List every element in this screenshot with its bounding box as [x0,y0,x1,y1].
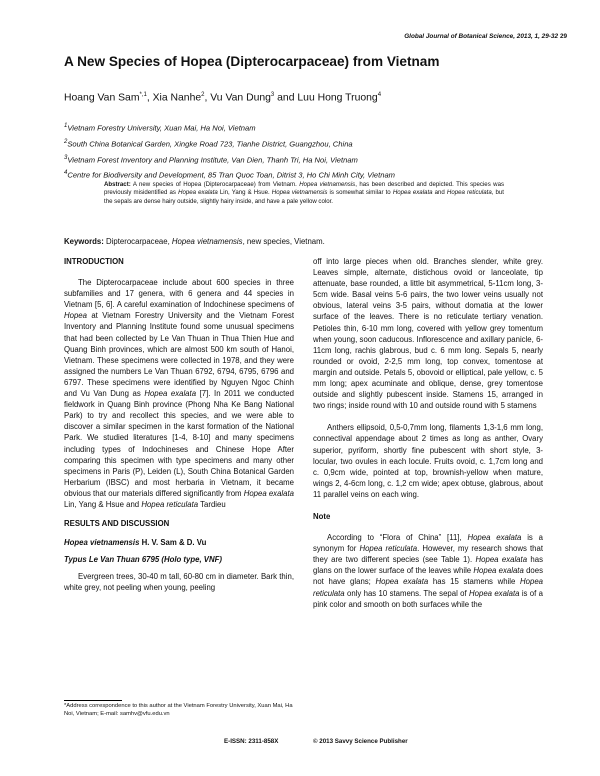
journal-header: Global Journal of Botanical Science, 2013, 1, 29-32 [404,33,558,40]
left-column [64,256,294,594]
description-paragraph: off into large pieces when old. Branches slender, white grey. Leaves simple, alternate, distichous ovoid or lanceolate, tip attenuate, base rounded, a little bit asymmetrical, 5-11cm long, 3-5cm wide. Basal veins 5-6 pairs, the two lower veins usually not obvious, lateral veins 3-5 pairs, without domatia at the lower surface of the leaves. There is no reticulate tertiary venation. Petioles thin, 6-10 mm long, covered with yellow grey tomentum when young, soon caducous. Inflorescence and axillary panicle, 6-11cm long, rachis glabrous, bud c. 6 mm long. Sepals 5, nearly rounded or ovoid, 2-2,5 mm long, top convex, tomentose at margin and outside. Petals 5, obovoid or elliptical, pale yellow, c. 5 mm long; apex acuminate and oblique, dense, grey tomentose outside and slightly pubescent inside. Stamens 15, arranged in two rings; inside round with 10 and outside round with 5 stamens [313,257,543,411]
affiliation-sup: 2 [64,139,68,145]
section-heading-results: RESULTS AND DISCUSSION [64,519,170,529]
footnote: *Address correspondence to this author at the Vietnam Forestry University, Xuan Mai, Ha Noi, Vietnam; E-mail: samhv@vfu.edu.vn [64,703,293,717]
right-column [313,256,543,610]
species-name: Hopea vietnamensis [299,181,356,188]
section-heading-note: Note [313,511,331,521]
author-name: Hoang Van Sam [64,92,140,104]
body-text: According to “Flora of China” [11], [327,533,468,543]
body-text: . However, my research shows that they are two different species (see Table 1). [313,544,543,565]
intro-paragraph [64,277,294,510]
body-text: [7]. In 2011 we conducted fieldwork in Quang Binh province (Phong Nha Ke Bang National Park) to try and recollect this species, and we were able to discover a similar specimen in the karst formation of the National Park. We studied literatures [1-4, 8-10] and many specimens including types of Indochineses and Chinese Hope After comparing this specimen with type specimens and many other specimens in Paris (P), Leiden (L), South China Botanical Garden Herbarium (IBSC) and most herbaria in Vietnam, it became obvious that our materials differed significantly from [64,389,294,498]
author-sup: 3 [270,92,275,98]
species-name: Hopea reticulata [359,544,418,554]
affiliation-text: Vietnam Forestry University, Xuan Mai, Ha Noi, Vietnam [67,123,256,133]
keywords-text: Dipterocarpaceae, [103,237,172,246]
affiliation-text: Centre for Biodiversity and Development, 85 Tran Quoc Toan, Ditrist 3, Ho Chi Minh City, Vietnam [67,170,396,180]
body-text: Tardieu [198,499,226,509]
species-name: Hopea reticulata [446,189,492,197]
species-heading [64,537,294,548]
species-name: Hopea reticulata [141,499,199,509]
abstract-text: is somewhat similar to [327,189,393,197]
species-name: Hopea exalata [473,566,524,576]
affiliation-text: South China Botanical Garden, Xingke Road 723, Tianhe District, Guangzhou, China [67,139,353,149]
body-text: The Dipterocarpaceae include about 600 species in three subfamilies and 17 genera, with 6 genera and 44 species in Vietnam [5, 6]. A careful examination of Indochinese specimens of [64,278,294,310]
author-separator: , [204,92,211,104]
body-text: does not have glans; [313,566,543,587]
section-heading-introduction: INTRODUCTION [64,257,124,266]
page-number: 29 [560,33,568,40]
author-sup: *,1 [139,92,147,98]
body-text: has 15 stamens while [428,577,521,587]
note-paragraph [313,532,543,610]
abstract-text: Lin, Yang & Hsue. [217,189,272,197]
species-name: Hopea exalata [243,488,294,498]
body-text: Lin, Yang & Hsue and [64,499,142,509]
affiliation [64,155,544,165]
abstract-label: Abstract: [104,181,131,188]
species-name: Hopea exalata [475,555,528,565]
body-text: at Vietnam Forestry University and the Vietnam Forest Inventory and Planning Institute found some unusual specimens that had been collected by Le Van Thuan in Thua Thien Hue and Quang Binh provinces, which are almost 500 km south of Hanoi, Vietnam. These specimens were collected in 1978, and they were assigned the numbers Le Van Thuan 6792, 6794, 6795, 6796 and 6797. These specimens were identified by Nguyen Ngoc Chinh and Vu Van Dung as [64,311,294,399]
paper-title: A New Species of Hopea (Dipterocarpaceae) from Vietnam [64,54,440,69]
species-name: Hopea vietnamensis [171,237,243,246]
author-name: Xia Nanhe [152,92,202,104]
author-sup: 2 [201,92,205,98]
abstract-text: and [432,189,447,197]
abstract [104,181,504,206]
species-name: Hopea [64,311,87,321]
abstract-text: , but the sepals are dense hairy outside, slightly hairy inside, and have a pale yellow color. [104,189,504,205]
abstract-text: A new species of Hopea (Dipterocarpaceae) from Vietnam. [130,181,300,188]
author-separator: and [274,92,298,104]
keywords-text: , new species, Vietnam. [242,237,325,246]
footnote-divider [64,700,122,701]
species-name: Hopea reticulata [313,577,543,598]
description-paragraph: Evergreen trees, 30-40 m tall, 60-80 cm in diameter. Bark thin, white grey, not peeling when young, peeling [64,572,294,593]
author-list [64,92,544,103]
author-separator: , [146,92,153,104]
species-name: Hopea exalata [178,189,218,197]
affiliation-sup: 3 [64,155,68,161]
keywords [64,237,544,246]
footer-issn: E-ISSN: 2311-858X [224,738,279,745]
body-text: has glans on the lower surface of the leaves while [313,555,543,576]
body-text: is a synonym for [313,533,543,554]
author-sup: 4 [377,92,382,98]
species-name: Hopea exalata [392,189,433,197]
typus-line: Typus Le Van Thuan 6795 (Holo type, VNF) [64,555,222,565]
affiliation [64,123,544,133]
species-name: Hopea exalata [144,389,197,399]
body-text: only has 10 stamens. The sepal of [344,588,470,598]
author-name: Vu Van Dung [210,92,271,104]
affiliation-sup: 1 [64,123,68,129]
affiliation [64,170,544,180]
footer-copyright: © 2013 Savvy Science Publisher [313,738,408,745]
species-name: Hopea vietnamensis [271,189,328,197]
description-paragraph: Anthers ellipsoid, 0,5-0,7mm long, filaments 1,3-1,6 mm long, connectival appendage about 2 times as long as anther, Ovary superior, pyriform, shortly fine pubescent with short style, 3-locular, two ovules in each locule. Fruits ovoid, c. 1,7cm long and c. 0,9cm wide, pointed at top, brownish-yellow when mature, wings 2, 4-6cm long, c. 1,2 cm wide; apex obtuse, glabrous, about 11 parallel veins on each wing. [313,423,543,499]
abstract-text: , has been described and depicted. This species was previously misidentified as [104,181,505,197]
species-name: Hopea exalata [467,533,522,543]
species-name: Hopea exalata [469,588,520,598]
author-name: Luu Hong Truong [297,92,378,104]
keywords-label: Keywords: [64,237,104,246]
affiliation [64,139,544,149]
species-name: Hopea exalata [375,577,429,587]
affiliation-text: Vietnam Forest Inventory and Planning Institute, Van Dien, Thanh Tri, Ha Noi, Vietnam [67,155,358,165]
species-name: Hopea vietnamensis [64,538,140,548]
body-text: is of a pink color and smooth on both surfaces while the [313,588,543,609]
affiliation-sup: 4 [64,170,68,176]
species-author: H. V. Sam & D. Vu [139,538,207,548]
